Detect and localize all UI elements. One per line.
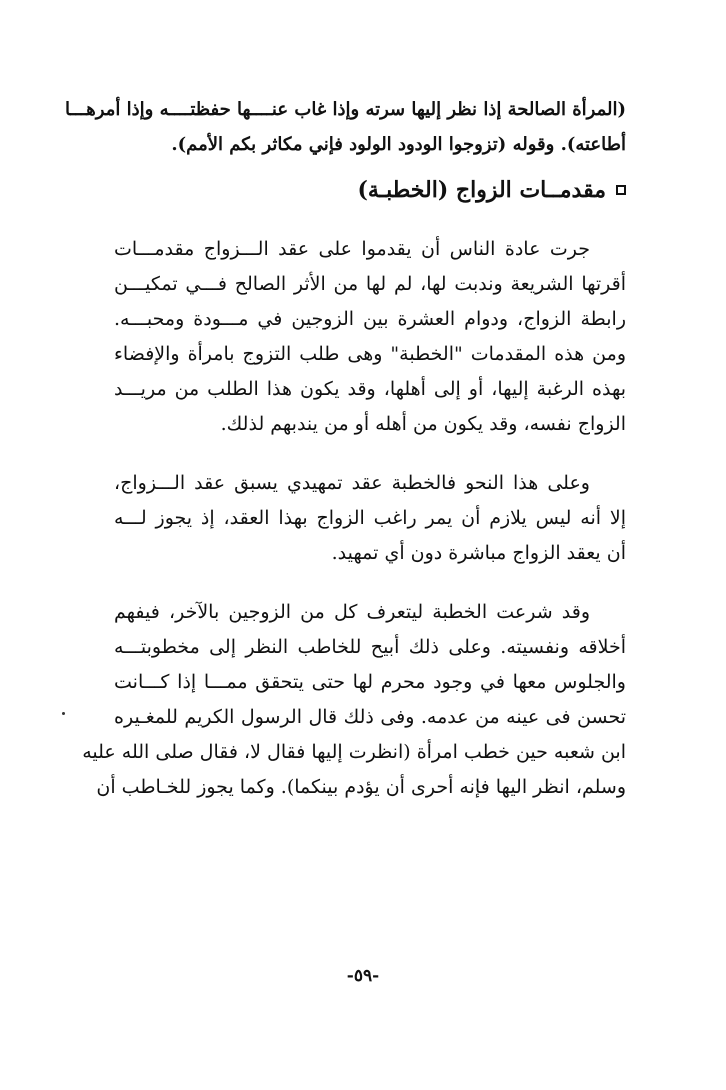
paragraph-line: تحسن فى عينه من عدمه. وفى ذلك قال الرسول الكريم للمغـيره [114,706,626,728]
section-heading-text: مقدمــات الزواج (الخطبـة) [357,177,606,203]
paragraph [114,232,626,442]
paragraph-line: ومن هذه المقدمات "الخطبة" وهى طلب التزوج بامرأة والإفضاء [114,343,626,365]
paragraph [114,466,626,571]
paragraph [82,595,626,805]
paragraph-line: إلا أنه ليس يلازم أن يمر راغب الزواج بهذا العقد، إذ يجوز لـــه [114,507,626,529]
hadith-quote [65,92,626,162]
paragraph-line: والجلوس معها في وجود محرم لها حتى يتحقق ممـــا إذا كـــانت [114,671,626,693]
paragraph-line: الزواج نفسه، وقد يكون من أهله أو من يندبهم لذلك. [220,413,626,435]
paragraph-line: أن يعقد الزواج مباشرة دون أي تمهيد. [331,542,626,564]
paragraph-line: أقرتها الشريعة وندبت لها، لم لها من الأثر الصالح فـــي تمكيـــن [114,273,626,295]
quote-line: أطاعته). وقوله (تزوجوا الودود الولود فإني مكاثر بكم الأمم). [171,134,626,155]
quote-line: (المرأة الصالحة إذا نظر إليها سرته وإذا غاب عنــــها حفظتــــه وإذا أمرهـــا [65,99,626,120]
section-heading [114,170,626,210]
paragraph-line: وقد شرعت الخطبة ليتعرف كل من الزوجين بالآخر، فيفهم [114,601,590,623]
paragraph-line: وعلى هذا النحو فالخطبة عقد تمهيدي يسبق عقد الـــزواج، [114,472,590,494]
page-number: -٥٩- [346,966,380,986]
paragraph-line: بهذه الرغبة إليها، أو إلى أهلها، وقد يكون هذا الطلب من مريـــد [114,378,626,400]
paragraph-line: ابن شعبه حين خطب امرأة (انظرت إليها فقال لا، فقال صلى الله عليه [82,741,626,763]
paragraph-line: أخلاقه ونفسيته. وعلى ذلك أبيح للخاطب النظر إلى مخطوبتـــه [114,636,626,658]
scan-dot-mark [62,712,65,715]
paragraph-line: رابطة الزواج، ودوام العشرة بين الزوجين في مـــودة ومحبـــه. [114,308,626,330]
square-bullet-icon [616,185,626,195]
paragraph-line: وسلم، انظر اليها فإنه أحرى أن يؤدم بينكما). وكما يجوز للخـاطب أن [96,776,626,798]
page-content [65,92,626,829]
paragraph-line: جرت عادة الناس أن يقدموا على عقد الـــزواج مقدمـــات [114,238,590,260]
